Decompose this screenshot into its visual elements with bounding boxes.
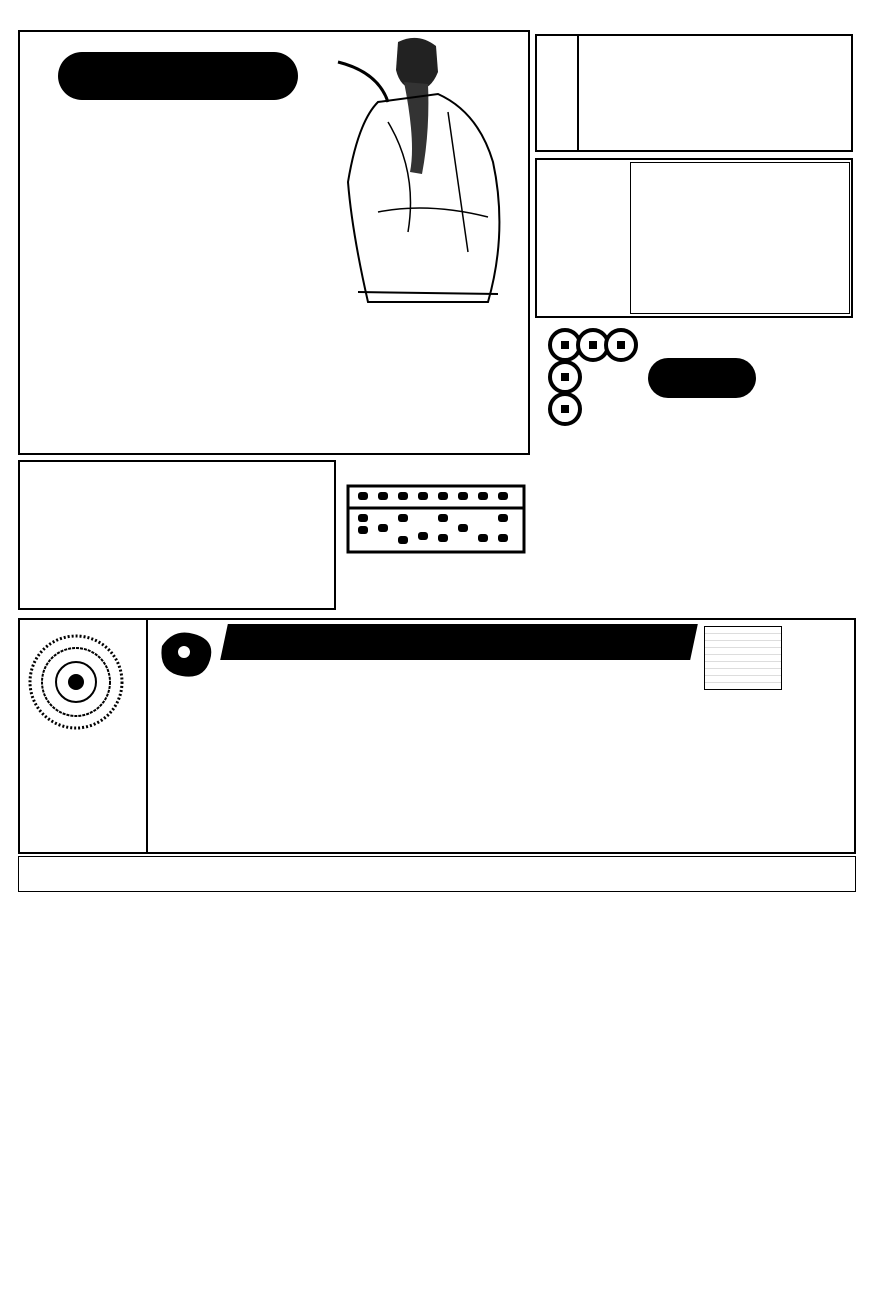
compass-icon [26, 632, 126, 732]
draw-inner-box [630, 162, 850, 314]
top-watermark-strip [14, 12, 866, 26]
yinyang-title-plate [220, 624, 698, 660]
zodiac-grid [18, 894, 856, 1262]
bottom-watermark-strip [14, 1282, 866, 1296]
zodiac-icon-list [20, 858, 854, 890]
mystery-title-plate [58, 52, 298, 100]
coin-icon [604, 328, 638, 362]
coin-icon [548, 360, 582, 394]
ink-splash-icon [154, 626, 218, 682]
right-watermark-strip [865, 30, 879, 1280]
yinyang-left-divider [146, 620, 148, 852]
left-watermark-strip [0, 30, 14, 1280]
gold-section [18, 460, 336, 610]
coin-icon [548, 392, 582, 426]
yinyang-left-columns [30, 734, 142, 850]
yinyang-right-columns [716, 626, 852, 850]
special-range-label-box [537, 36, 579, 150]
sage-figure-illustration [318, 32, 530, 307]
abacus-icon [346, 484, 526, 554]
special-range-section [535, 34, 853, 152]
yishu-title-plate [648, 358, 756, 398]
